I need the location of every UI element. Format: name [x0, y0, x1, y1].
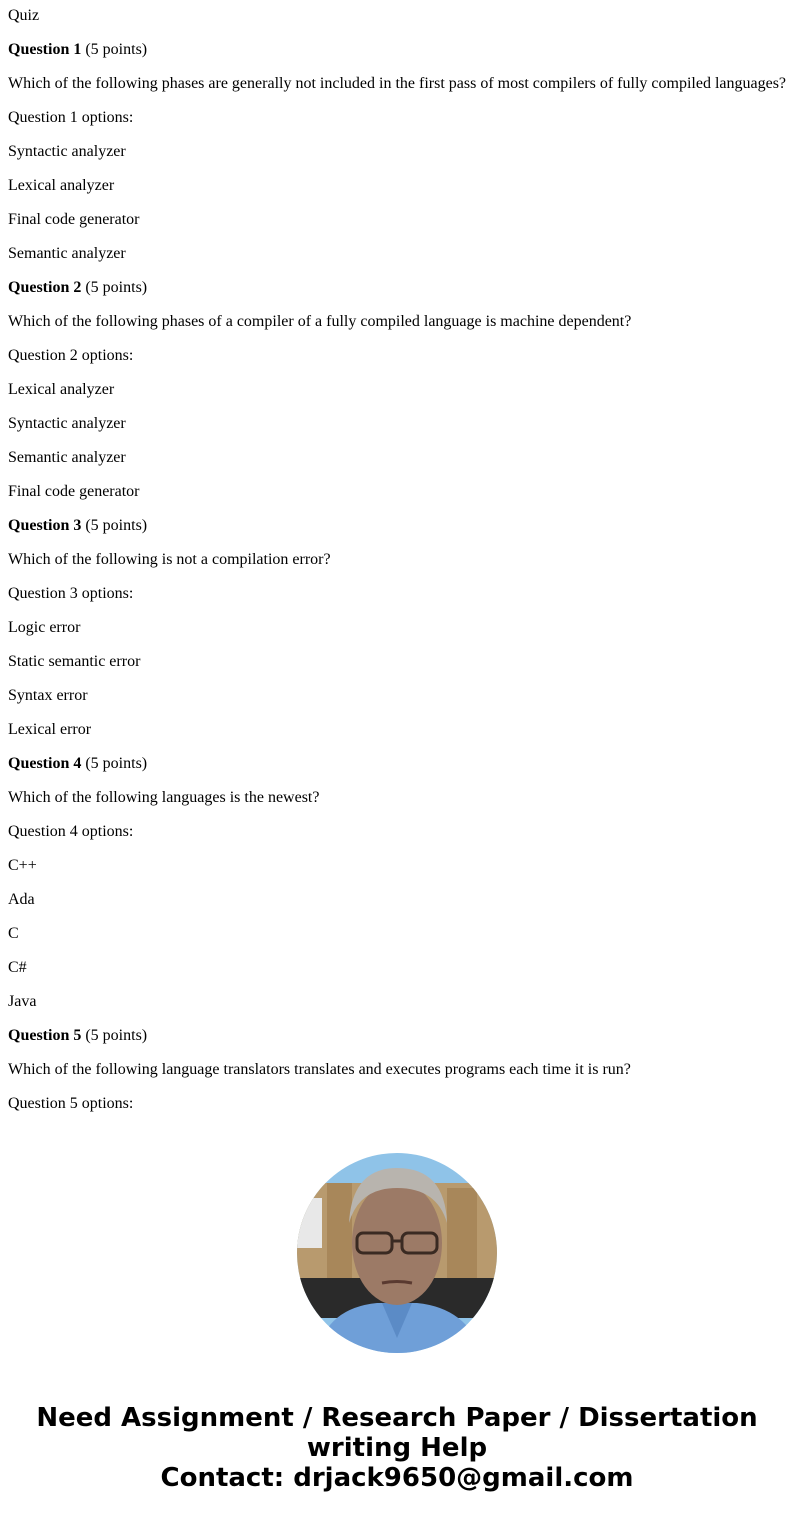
question-label: Question 5: [8, 1027, 82, 1044]
promo-line-1: Need Assignment / Research Paper / Dissertation: [36, 1403, 758, 1433]
quiz-title: Quiz: [8, 7, 40, 24]
question-text: Which of the following phases of a compiler of a fully compiled language is machine dependent?: [8, 313, 632, 330]
question-text: Which of the following is not a compilation error?: [8, 551, 331, 568]
options-label: Question 5 options:: [8, 1095, 134, 1112]
question-points: (5 points): [85, 279, 148, 296]
answer-option[interactable]: C++: [8, 857, 37, 874]
question-header: [8, 41, 786, 59]
question-label: Question 3: [8, 517, 82, 534]
answer-option[interactable]: Java: [8, 993, 37, 1010]
answer-option[interactable]: Final code generator: [8, 211, 140, 228]
promo-banner: [0, 1403, 794, 1493]
answer-option[interactable]: C: [8, 925, 19, 942]
answer-option[interactable]: Static semantic error: [8, 653, 141, 670]
options-label: Question 2 options:: [8, 347, 134, 364]
question-label: Question 4: [8, 755, 82, 772]
question-text: Which of the following languages is the newest?: [8, 789, 320, 806]
question-label: Question 2: [8, 279, 82, 296]
options-label: Question 1 options:: [8, 109, 134, 126]
question-header: [8, 1027, 786, 1045]
portrait-image: [297, 1153, 497, 1353]
author-avatar: [297, 1153, 497, 1353]
question-text: Which of the following language translators translates and executes programs each time it is run?: [8, 1061, 631, 1078]
question-header: [8, 517, 786, 535]
answer-option[interactable]: Final code generator: [8, 483, 140, 500]
quiz-content: [8, 7, 786, 1129]
answer-option[interactable]: Syntactic analyzer: [8, 415, 126, 432]
answer-option[interactable]: Lexical analyzer: [8, 381, 115, 398]
answer-option[interactable]: Semantic analyzer: [8, 245, 126, 262]
promo-line-2: writing Help: [306, 1433, 488, 1463]
answer-option[interactable]: Syntax error: [8, 687, 88, 704]
answer-option[interactable]: Logic error: [8, 619, 81, 636]
answer-option[interactable]: C#: [8, 959, 27, 976]
question-points: (5 points): [85, 41, 148, 58]
question-points: (5 points): [85, 755, 148, 772]
answer-option[interactable]: Syntactic analyzer: [8, 143, 126, 160]
options-label: Question 3 options:: [8, 585, 134, 602]
promo-contact: Contact: drjack9650@gmail.com: [160, 1463, 634, 1493]
answer-option[interactable]: Lexical error: [8, 721, 92, 738]
answer-option[interactable]: Semantic analyzer: [8, 449, 126, 466]
question-text: Which of the following phases are generally not included in the first pass of most compilers of fully compiled languages?: [8, 75, 787, 92]
answer-option[interactable]: Ada: [8, 891, 35, 908]
answer-option[interactable]: Lexical analyzer: [8, 177, 115, 194]
question-points: (5 points): [85, 517, 148, 534]
question-label: Question 1: [8, 41, 82, 58]
question-points: (5 points): [85, 1027, 148, 1044]
options-label: Question 4 options:: [8, 823, 134, 840]
question-header: [8, 279, 786, 297]
question-header: [8, 755, 786, 773]
